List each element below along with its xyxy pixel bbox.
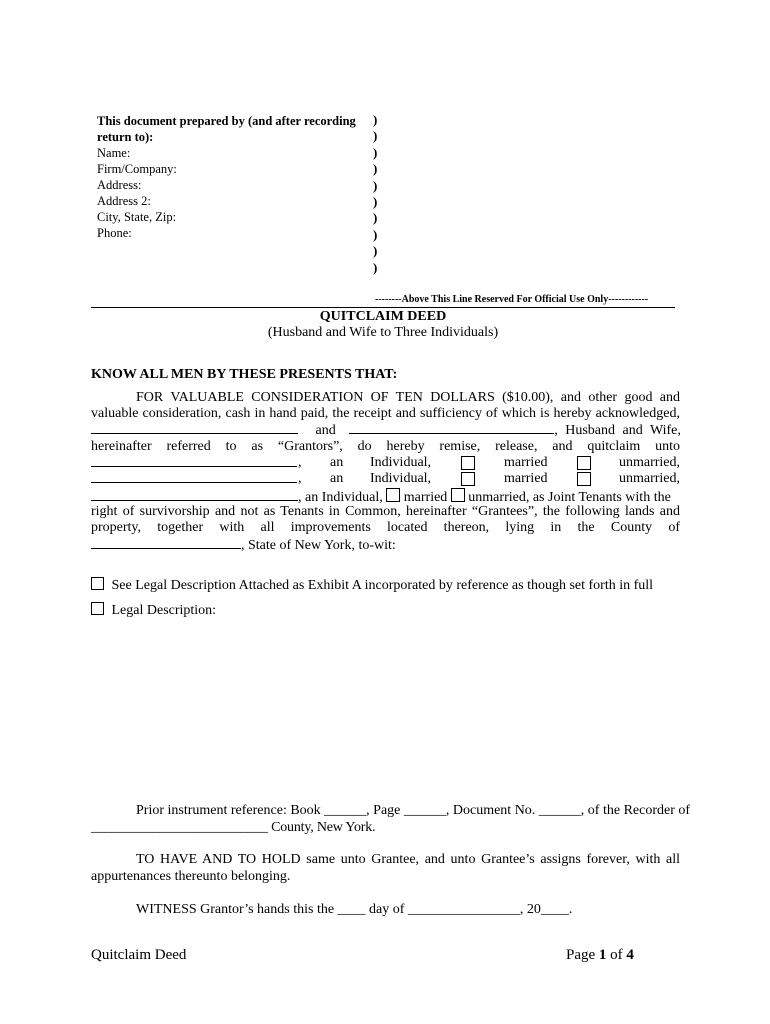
- married-label: married: [504, 471, 548, 486]
- page-total: 4: [626, 947, 634, 963]
- married-label: married: [504, 455, 548, 470]
- footer-title: Quitclaim Deed: [91, 947, 187, 963]
- parenthesis-column: [373, 112, 377, 276]
- preparer-phone-field: Phone:: [97, 226, 132, 240]
- preparer-address2-field: Address 2:: [97, 194, 151, 208]
- preparer-firm-field: Firm/Company:: [97, 162, 177, 176]
- prior-reference-line2: __________________________ County, New York.: [91, 820, 376, 835]
- preparer-heading-1: This document prepared by (and after recording: [97, 114, 356, 128]
- unmarried-label: unmarried,: [618, 471, 680, 486]
- habendum-line1: TO HAVE AND TO HOLD same unto Grantee, and unto Grantee’s assigns forever, with all: [136, 852, 680, 867]
- paren: ): [373, 226, 378, 242]
- grantee2-unmarried-checkbox[interactable]: [577, 472, 591, 486]
- exhibit-label: See Legal Description Attached as Exhibit A incorporated by reference as though set forth in full: [111, 578, 654, 593]
- grantee-row-2: [91, 471, 680, 488]
- state-text: , State of New York, to-wit:: [241, 538, 396, 553]
- paren: ): [373, 112, 378, 127]
- grantee2-married-checkbox[interactable]: [461, 472, 475, 486]
- legal-description-label: Legal Description:: [111, 603, 217, 618]
- paren: ): [373, 194, 378, 210]
- legal-option: [91, 602, 216, 619]
- grantee1-unmarried-checkbox[interactable]: [577, 456, 591, 470]
- of-word: of: [610, 947, 623, 963]
- exhibit-option: [91, 577, 653, 594]
- individual-text: Individual,: [370, 455, 432, 470]
- an-individual-text: , an Individual,: [298, 490, 383, 505]
- county-blank[interactable]: [91, 537, 241, 549]
- paren: ): [373, 161, 378, 177]
- grantee3-married-checkbox[interactable]: [386, 488, 400, 502]
- grantee2-blank[interactable]: [91, 471, 297, 483]
- preparer-block: [97, 113, 356, 241]
- grantee1-blank[interactable]: [91, 455, 297, 467]
- exhibit-checkbox[interactable]: [91, 577, 104, 590]
- grantor1-blank[interactable]: [91, 422, 298, 434]
- an-text: an: [330, 471, 344, 486]
- joint-tenants-text: unmarried, as Joint Tenants with the: [468, 490, 671, 505]
- grantor2-blank[interactable]: [349, 422, 554, 434]
- page-word: Page: [566, 947, 596, 963]
- preparer-city-field: City, State, Zip:: [97, 210, 177, 224]
- reserved-divider: [91, 307, 675, 308]
- grantee3-unmarried-checkbox[interactable]: [451, 488, 465, 502]
- grantee1-married-checkbox[interactable]: [461, 456, 475, 470]
- habendum-line2: appurtenances thereunto belonging.: [91, 869, 291, 884]
- paren: ): [373, 243, 378, 259]
- para1-line9: property, together with all improvements located thereon, lying in the County of: [91, 520, 680, 535]
- preparer-heading-2: return to):: [97, 130, 154, 144]
- witness-line: WITNESS Grantor’s hands this the ____ day of ________________, 20____.: [136, 902, 573, 917]
- preparer-name-field: Name:: [97, 146, 131, 160]
- para1-line3: [91, 422, 680, 439]
- para1-line10: [91, 537, 396, 554]
- grantee-row-1: [91, 455, 680, 472]
- legal-description-checkbox[interactable]: [91, 602, 104, 615]
- page-subtitle: (Husband and Wife to Three Individuals): [267, 325, 499, 340]
- an-text: an: [330, 455, 344, 470]
- page-number: [566, 947, 634, 964]
- paren: ): [373, 128, 378, 144]
- para1-line4: hereinafter referred to as “Grantors”, do hereby remise, release, and quitclaim unto: [91, 439, 680, 454]
- husband-wife-text: , Husband and Wife,: [554, 423, 681, 438]
- page-title: QUITCLAIM DEED: [319, 309, 447, 324]
- and-text: and: [315, 423, 336, 438]
- paren: ): [373, 144, 378, 160]
- paren: ): [373, 177, 378, 193]
- comma: ,: [298, 471, 302, 486]
- para1-line1: FOR VALUABLE CONSIDERATION OF TEN DOLLARS ($10.00), and other good and: [136, 390, 680, 405]
- grantee3-blank[interactable]: [91, 489, 298, 501]
- married-label: married: [403, 490, 448, 505]
- comma: ,: [298, 455, 302, 470]
- para1-line8: right of survivorship and not as Tenants in Common, hereinafter “Grantees”, the following lands and: [91, 504, 680, 519]
- know-all-heading: KNOW ALL MEN BY THESE PRESENTS THAT:: [91, 367, 398, 382]
- unmarried-label: unmarried,: [618, 455, 680, 470]
- individual-text: Individual,: [370, 471, 432, 486]
- preparer-address-field: Address:: [97, 178, 142, 192]
- paren: ): [373, 210, 378, 226]
- prior-reference-line1: Prior instrument reference: Book ______, Page ______, Document No. ______, of the Recorder of: [136, 803, 691, 818]
- para1-line2: valuable consideration, cash in hand paid, the receipt and sufficiency of which is hereby acknowledged,: [91, 406, 680, 421]
- reserved-line-text: --------Above This Line Reserved For Official Use Only------------: [375, 294, 649, 305]
- paren: ): [373, 259, 378, 275]
- page-current: 1: [598, 947, 607, 963]
